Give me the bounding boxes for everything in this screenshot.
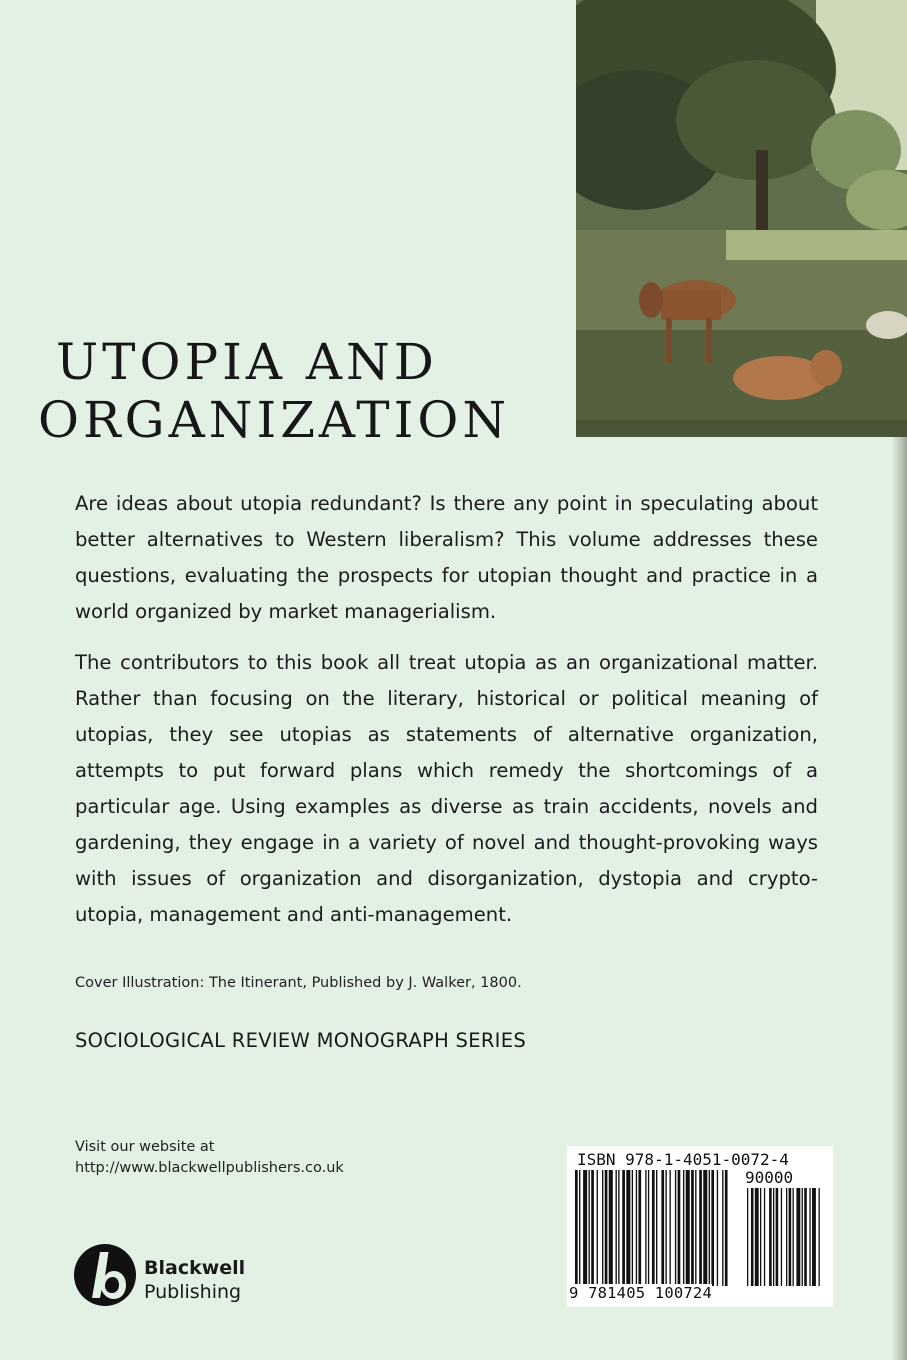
publisher-name: Blackwell bbox=[144, 1257, 246, 1279]
addon-bar bbox=[809, 1188, 810, 1286]
addon-bar bbox=[786, 1188, 787, 1286]
addon-bar bbox=[760, 1188, 761, 1286]
barcode-bar bbox=[661, 1170, 664, 1286]
barcode-bar bbox=[709, 1170, 710, 1286]
cover-credit: Cover Illustration: The Itinerant, Published by J. Walker, 1800. bbox=[75, 975, 522, 991]
addon-bar bbox=[789, 1188, 792, 1286]
barcode-bar bbox=[717, 1170, 718, 1286]
barcode-bars bbox=[575, 1170, 825, 1296]
addon-bar bbox=[819, 1188, 820, 1286]
barcode-bar bbox=[675, 1170, 676, 1286]
addon-bar bbox=[751, 1188, 754, 1286]
barcode-digits: 9 781405 100724 bbox=[569, 1284, 712, 1302]
barcode-bar bbox=[602, 1170, 603, 1286]
barcode-bar bbox=[665, 1170, 666, 1286]
barcode-bar bbox=[579, 1170, 580, 1286]
barcode-bar bbox=[622, 1170, 625, 1286]
spine-edge bbox=[893, 437, 907, 1360]
barcode-bar bbox=[636, 1170, 637, 1286]
barcode-bar bbox=[725, 1170, 728, 1286]
addon-bar bbox=[769, 1188, 772, 1286]
addon-bar bbox=[804, 1188, 807, 1286]
addon-bar bbox=[796, 1188, 800, 1286]
addon-bar bbox=[776, 1188, 779, 1286]
publisher bbox=[144, 1256, 245, 1304]
title-line-2: ORGANIZATION bbox=[38, 391, 511, 449]
isbn-text: ISBN 978-1-4051-0072-4 bbox=[577, 1150, 789, 1169]
barcode-bar bbox=[699, 1170, 702, 1286]
barcode-bar bbox=[703, 1170, 707, 1286]
barcode-bar bbox=[638, 1170, 641, 1286]
price-code: 90000 bbox=[745, 1168, 794, 1187]
addon-bar bbox=[764, 1188, 765, 1286]
blurb-paragraph-1: Are ideas about utopia redundant? Is there any point in speculating about better alternatives to Western liberalism? This volume addresses these questions, evaluating the prospects for utopian thought and practice in a world organized by market managerialism. bbox=[75, 492, 818, 623]
barcode-bar bbox=[605, 1170, 608, 1286]
addon-bar bbox=[812, 1188, 816, 1286]
barcode-box bbox=[567, 1146, 833, 1307]
blackwell-logo-icon bbox=[73, 1243, 137, 1307]
barcode-bar bbox=[626, 1170, 630, 1286]
barcode-bar bbox=[722, 1170, 723, 1286]
barcode-bar bbox=[656, 1170, 657, 1286]
addon-bar bbox=[781, 1188, 782, 1286]
addon-bar bbox=[747, 1188, 748, 1286]
barcode-bar bbox=[583, 1170, 587, 1286]
barcode-bar bbox=[683, 1170, 684, 1286]
barcode-bar bbox=[648, 1170, 649, 1286]
barcode-bar bbox=[670, 1170, 671, 1286]
title-line-1: UTOPIA AND bbox=[56, 333, 438, 391]
website-info bbox=[75, 1137, 344, 1179]
barcode-bar bbox=[609, 1170, 613, 1286]
addon-bar bbox=[755, 1188, 759, 1286]
blurb-paragraph-2: The contributors to this book all treat utopia as an organizational matter. Rather than focusing on the literary, historical or political meaning of utopias, they see utopias as statements of alternative organization, attempts to put forward plans which remedy the shortcomings of a particular age. Using examples as diverse as train accidents, novels and gardening, they engage in a variety of novel and thought-provoking ways with issues of organization and disorganization, dystopia and crypto-utopia, management and anti-management. bbox=[75, 651, 818, 926]
website-intro: Visit our website at bbox=[75, 1139, 215, 1155]
barcode-bar bbox=[589, 1170, 590, 1286]
barcode-bar bbox=[597, 1170, 598, 1286]
barcode-bar bbox=[711, 1170, 714, 1286]
barcode-bar bbox=[678, 1170, 681, 1286]
addon-bar bbox=[773, 1188, 774, 1286]
barcode-bar bbox=[686, 1170, 690, 1286]
website-url: http://www.blackwellpublishers.co.uk bbox=[75, 1160, 344, 1176]
barcode-bar bbox=[616, 1170, 617, 1286]
blurb bbox=[75, 486, 818, 948]
barcode-bar bbox=[591, 1170, 594, 1286]
barcode-bar bbox=[652, 1170, 655, 1286]
cover-illustration bbox=[576, 0, 907, 437]
book-title bbox=[38, 333, 510, 449]
addon-bar bbox=[802, 1188, 803, 1286]
barcode-bar bbox=[632, 1170, 633, 1286]
barcode-bar bbox=[645, 1170, 646, 1286]
barcode-bar bbox=[618, 1170, 619, 1286]
barcode-bar bbox=[691, 1170, 694, 1286]
barcode-bar bbox=[695, 1170, 696, 1286]
publisher-sub: Publishing bbox=[144, 1281, 242, 1303]
barcode-bar bbox=[575, 1170, 578, 1286]
series-name: SOCIOLOGICAL REVIEW MONOGRAPH SERIES bbox=[75, 1029, 527, 1052]
addon-bar bbox=[793, 1188, 794, 1286]
